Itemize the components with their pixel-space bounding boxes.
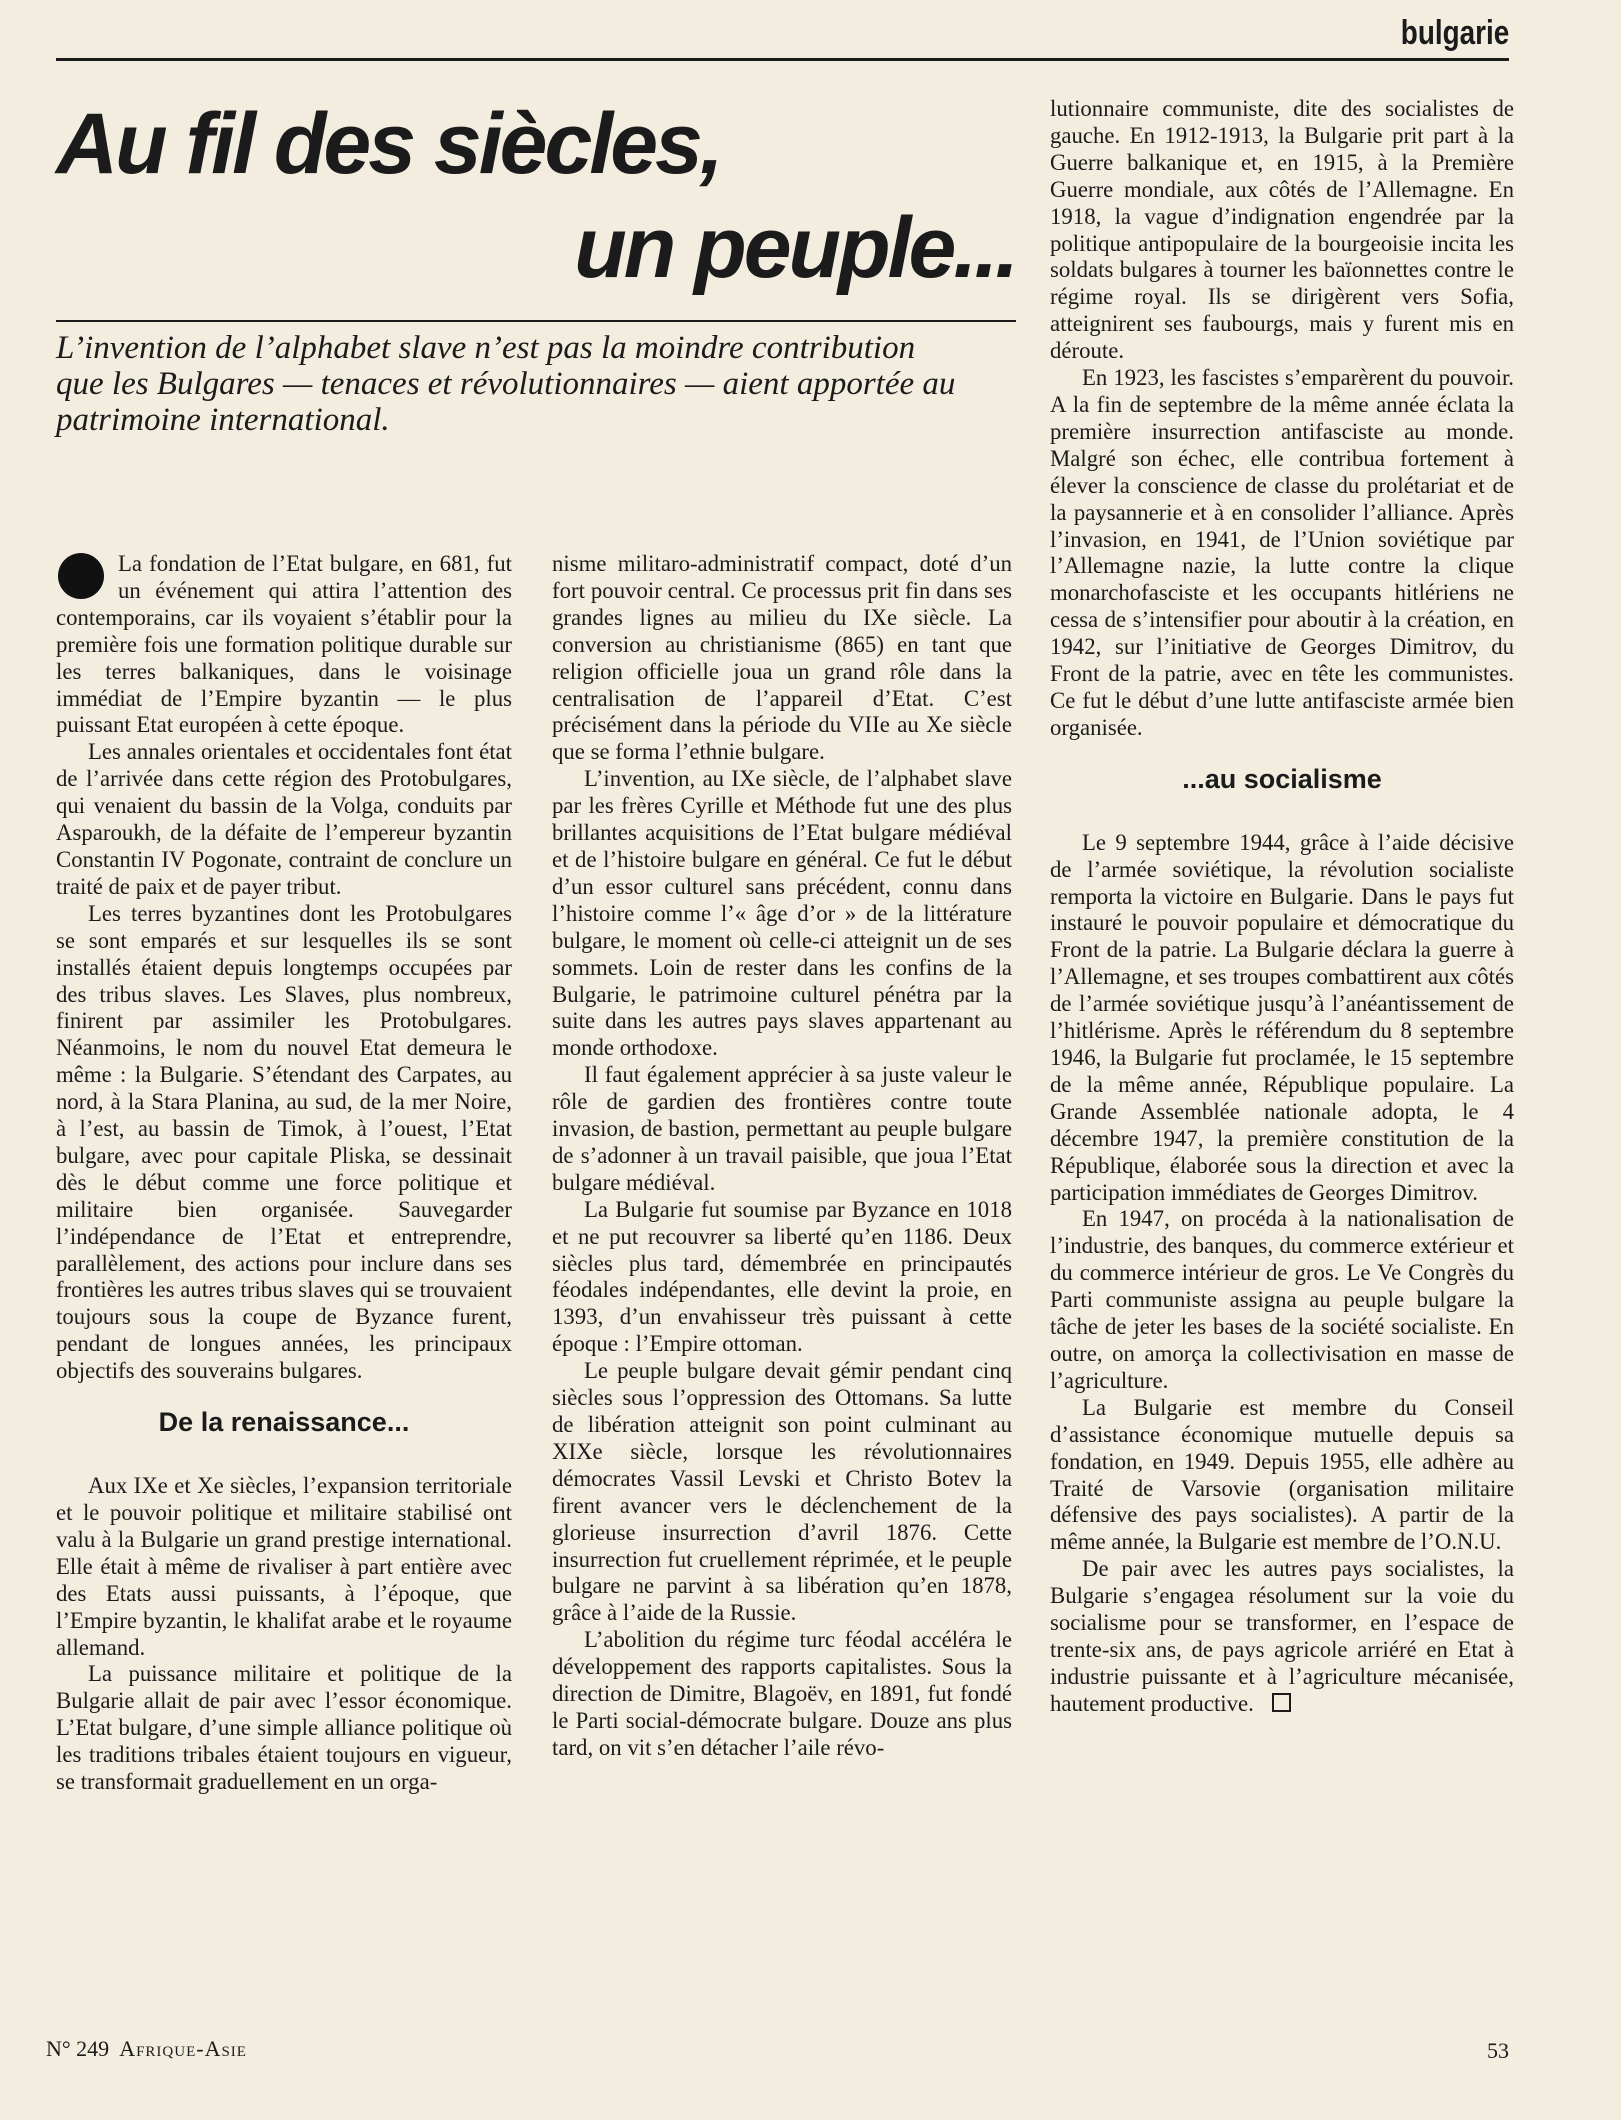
issue-number: N° 249 bbox=[46, 2036, 110, 2061]
column-3 bbox=[1050, 96, 1514, 1718]
magazine-name: Afrique-Asie bbox=[119, 2036, 247, 2061]
paragraph-text: De pair avec les autres pays socialistes, la Bulgarie s’engagea résolument sur la voie du socialisme pour se transformer, en l’espace de trente-six ans, de pays agricole arriéré en Etat à industrie puissante et à l’agriculture mécanisée, hautement productive. bbox=[1050, 1556, 1514, 1716]
paragraph: La Bulgarie est membre du Conseil d’assistance économique mutuelle depuis sa fondation, en 1949. Depuis 1955, elle adhère au Traité de Varsovie (organisation militaire défensive des pays socialistes). A partir de la même année, la Bulgarie est membre de l’O.N.U. bbox=[1050, 1394, 1514, 1555]
paragraph-text: La fondation de l’Etat bulgare, en 681, fut un événement qui attira l’attention des contemporains, car ils voyaient s’établir pour la première fois une formation politique durable sur les terres balkaniques, dans le voisinage immédiat de l’Empire byzantin — le plus puissant Etat européen à cette époque. bbox=[56, 551, 512, 738]
paragraph: L’abolition du régime turc féodal accéléra le développement des rapports capitalistes. Sous la direction de Dimitre, Blagoëv, en 1891, fut fondé le Parti social-démocrate bulgare. Douze ans plus tard, on vit s’en détacher l’aile révo- bbox=[552, 1627, 1012, 1760]
paragraph: Il faut également apprécier à sa juste valeur le rôle de gardien des frontières contre toute invasion, de bastion, permettant au peuple bulgare de s’adonner à un travail paisible, que joua l’Etat bulgare médiéval. bbox=[552, 1062, 1012, 1195]
paragraph: La Bulgarie fut soumise par Byzance en 1018 et ne put recouvrer sa liberté qu’en 1186. Deux siècles plus tard, démembrée en principautés féodales indépendantes, elle devint la proie, en 1393, d’un envahisseur très puissant à cette époque : l’Empire ottoman. bbox=[552, 1196, 1012, 1357]
paragraph: nisme militaro-administratif compact, doté d’un fort pouvoir central. Ce processus prit fin dans ses grandes lignes au milieu du IXe siècle. La conversion au christianisme (865) en tant que religion officielle joua un grand rôle dans la centralisation de l’appareil d’Etat. C’est précisément dans la période du VIIe au Xe siècle que se forma l’ethnie bulgare. bbox=[552, 551, 1012, 765]
paragraph: Les terres byzantines dont les Protobulgares se sont emparés et sur lesquelles ils se sont installés étaient depuis longtemps occupées par des tribus slaves. Les Slaves, plus nombreux, finirent par assimiler les Protobulgares. Néanmoins, le nom du nouvel Etat demeura le même : la Bulgarie. S’étendant des Carpates, au nord, à la Stara Planina, au sud, de la mer Noire, à l’est, au bassin de Timok, à l’ouest, l’Etat bulgare, avec pour capitale Pliska, se dessinait dès le début comme une force politique et militaire bien organisée. Sauvegarder l’indépendance de l’Etat et entreprendre, parallèlement, des actions pour inclure dans ses frontières les autres tribus slaves qui se trouvaient toujours sous la coupe de Byzance furent, pendant de longues années, les principaux objectifs des souverains bulgares. bbox=[56, 900, 512, 1384]
paragraph: En 1923, les fascistes s’emparèrent du pouvoir. A la fin de septembre de la même année éclata la première insurrection antifasciste au monde. Malgré son échec, elle contribua fortement à élever la conscience de classe du prolétariat et de la paysannerie et à en consolider l’alliance. Après l’invasion, en 1941, de l’Union soviétique par l’Allemagne nazie, la lutte contre la clique monarchofasciste et les occupants hitlériens ne cessa de s’intensifier pour aboutir à la création, en 1942, sur l’initiative de Georges Dimitrov, du Front de la patrie, avec en tête les communistes. Ce fut le début d’une lutte antifasciste armée bien organisée. bbox=[1050, 365, 1514, 740]
footer-issue bbox=[46, 2036, 247, 2062]
paragraph: En 1947, on procéda à la nationalisation de l’industrie, des banques, du commerce extérieur et du commerce intérieur de gros. Le Ve Congrès du Parti communiste assigna au peuple bulgare la tâche de jeter les bases de la société socialiste. En outre, on amorça la collectivisation en masse de l’agriculture. bbox=[1050, 1206, 1514, 1393]
headline bbox=[56, 92, 1016, 300]
column-2 bbox=[552, 551, 1012, 1762]
paragraph bbox=[56, 551, 512, 739]
paragraph: Aux IXe et Xe siècles, l’expansion territoriale et le pouvoir politique et militaire stabilisé ont valu à la Bulgarie un grand prestige international. Elle était à même de rivaliser à part entière avec des Etats aussi puissants, à l’époque, que l’Empire byzantin, le khalifat arabe et le royaume allemand. bbox=[56, 1473, 512, 1660]
headline-line-2: un peuple... bbox=[574, 200, 1016, 296]
paragraph: Le peuple bulgare devait gémir pendant cinq siècles sous l’oppression des Ottomans. Sa lutte de libération atteignit son point culminant au XIXe siècle, lorsque les révolutionnaires démocrates Vassil Levski et Christo Botev la firent avancer vers le déclenchement de la glorieuse insurrection d’avril 1876. Cette insurrection fut cruellement réprimée, et le peuple bulgare ne parvint à sa libération qu’en 1878, grâce à l’aide de la Russie. bbox=[552, 1358, 1012, 1626]
headline-rule bbox=[56, 320, 1016, 322]
bullet-dot-icon bbox=[58, 553, 104, 599]
top-rule bbox=[56, 58, 1509, 61]
paragraph bbox=[1050, 1556, 1514, 1717]
end-of-article-icon bbox=[1272, 1693, 1291, 1712]
column-1 bbox=[56, 551, 512, 1796]
subhead-renaissance: De la renaissance... bbox=[158, 1407, 410, 1438]
lead-paragraph: L’invention de l’alphabet slave n’est pas la moindre contribution que les Bulgares — tenaces et révolutionnaires — aient apportée au patrimoine international. bbox=[56, 330, 956, 438]
paragraph: Le 9 septembre 1944, grâce à l’aide décisive de l’armée soviétique, la révolution socialiste remporta la victoire en Bulgarie. Dans le pays fut instauré le pouvoir populaire et démocratique du Front de la patrie. La Bulgarie déclara la guerre à l’Allemagne, et ses troupes combattirent aux côtés de l’armée soviétique jusqu’à l’anéantissement de l’hitlérisme. Après le référendum du 8 septembre 1946, la Bulgarie fut proclamée, le 15 septembre de la même année, République populaire. La Grande Assemblée nationale adopta, le 4 décembre 1947, la première constitution de la République, élaborée sous la direction et avec la participation immédiates de Georges Dimitrov. bbox=[1050, 829, 1514, 1205]
headline-line-1: Au fil des siècles, bbox=[56, 96, 721, 192]
paragraph: La puissance militaire et politique de la Bulgarie allait de pair avec l’essor économique. L’Etat bulgare, d’une simple alliance politique où les traditions tribales étaient toujours en vigueur, se transformait graduellement en un orga- bbox=[56, 1661, 512, 1795]
paragraph: L’invention, au IXe siècle, de l’alphabet slave par les frères Cyrille et Méthode fut une des plus brillantes acquisitions de l’Etat bulgare médiéval et de l’histoire bulgare en général. Ce fut le début d’un essor culturel sans précédent, connu dans l’histoire comme l’« âge d’or » de la littérature bulgare, le moment où celle-ci atteignit un de ses sommets. Loin de rester dans les confins de la Bulgarie, le patrimoine culturel pénétra par la suite dans les autres pays slaves appartenant au monde orthodoxe. bbox=[552, 766, 1012, 1061]
page-number: 53 bbox=[1487, 2038, 1509, 2063]
paragraph: lutionnaire communiste, dite des socialistes de gauche. En 1912-1913, la Bulgarie prit part à la Guerre balkanique et, en 1915, à la Première Guerre mondiale, aux côtés de l’Allemagne. En 1918, la vague d’indignation engendrée par la politique antipopulaire de la bourgeoisie incita les soldats bulgares à tourner les baïonnettes contre le régime royal. Ils se dirigèrent vers Sofia, atteignirent ses faubourgs, mais y furent mis en déroute. bbox=[1050, 96, 1514, 364]
paragraph: Les annales orientales et occidentales font état de l’arrivée dans cette région des Protobulgares, qui venaient du bassin de la Volga, conduits par Asparoukh, de la défaite de l’empereur byzantin Constantin IV Pogonate, contraint de conclure un traité de paix et de payer tribut. bbox=[56, 739, 512, 899]
subhead-socialism: ...au socialisme bbox=[1182, 763, 1382, 794]
section-tag: bulgarie bbox=[1400, 14, 1509, 52]
